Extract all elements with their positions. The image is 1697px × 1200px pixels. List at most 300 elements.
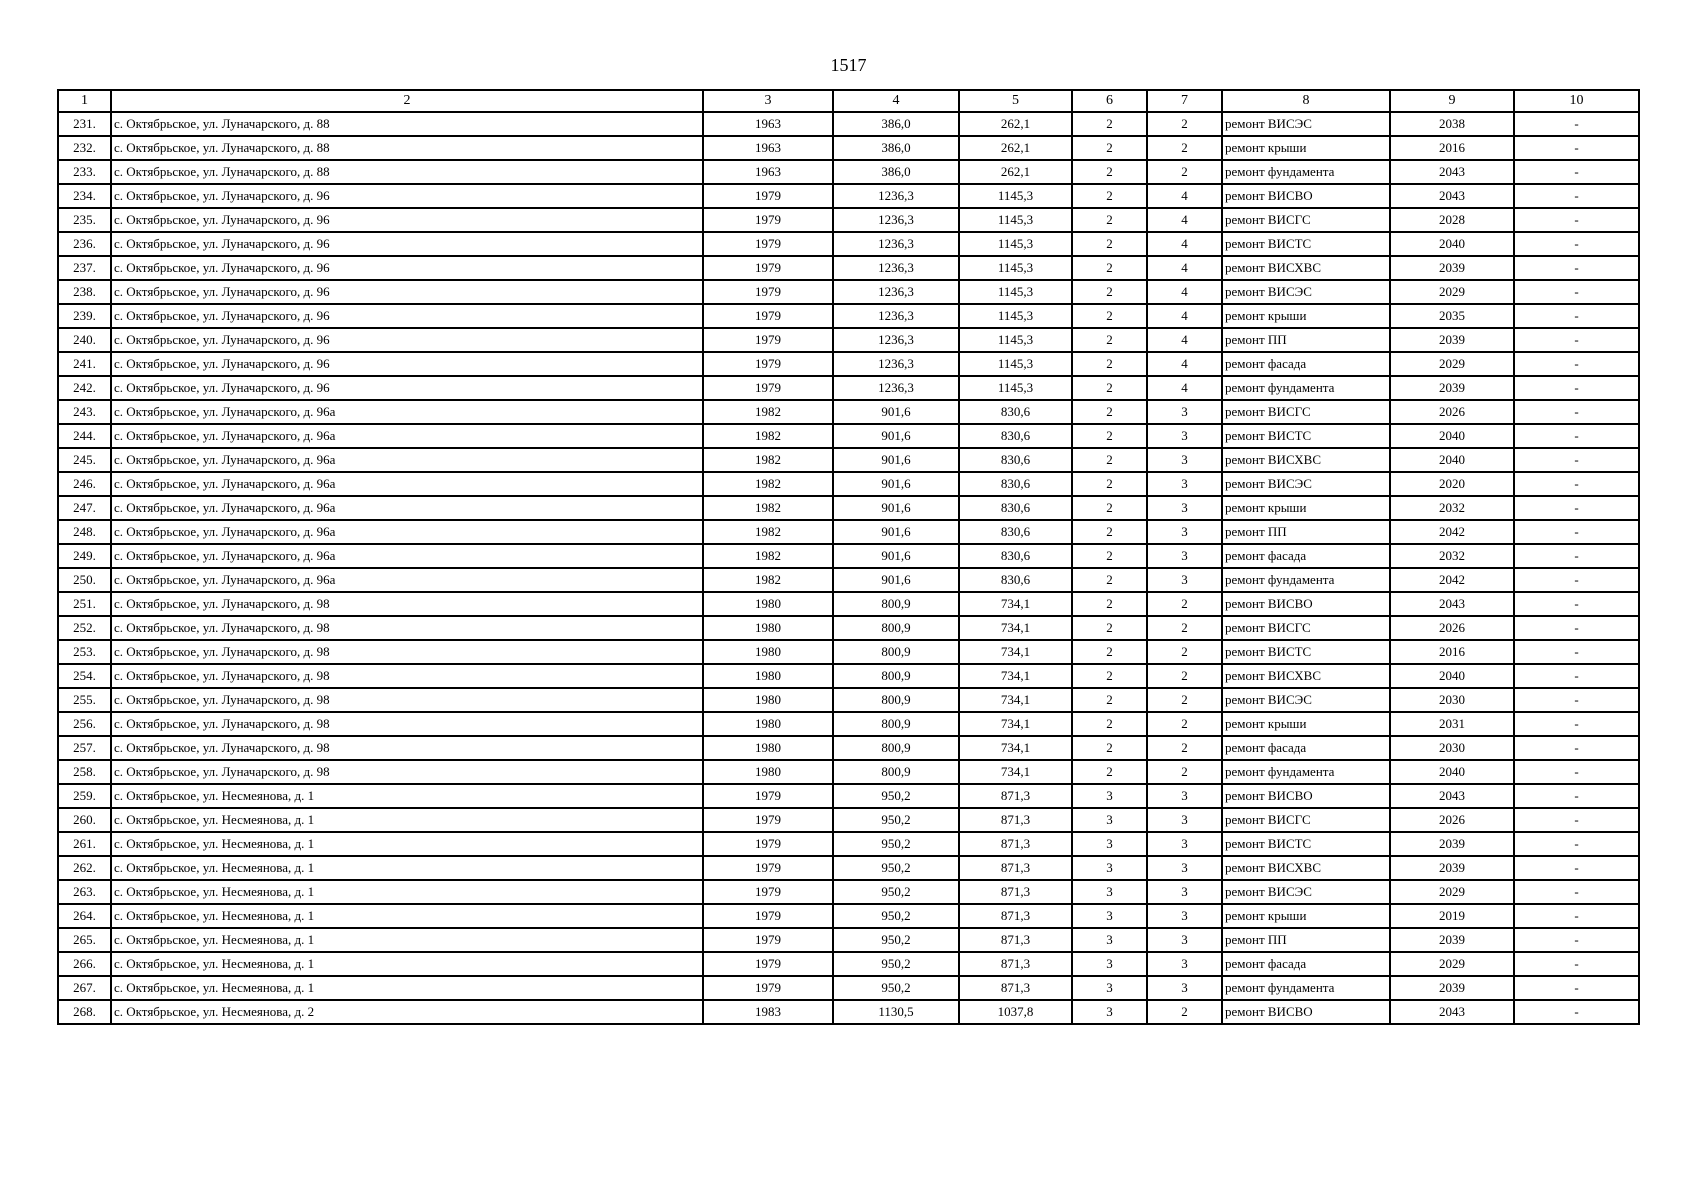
- work-type-cell: ремонт фундамента: [1222, 160, 1390, 184]
- residential-area-cell: 830,6: [959, 520, 1072, 544]
- residential-area-cell: 871,3: [959, 976, 1072, 1000]
- year-built-cell: 1979: [703, 952, 833, 976]
- entrances-cell: 3: [1147, 808, 1222, 832]
- row-number-cell: 233.: [58, 160, 111, 184]
- planned-year-cell: 2039: [1390, 856, 1514, 880]
- address-cell: с. Октябрьское, ул. Луначарского, д. 98: [111, 760, 703, 784]
- floors-cell: 2: [1072, 520, 1147, 544]
- note-cell: -: [1514, 376, 1639, 400]
- note-cell: -: [1514, 544, 1639, 568]
- table-row: [58, 568, 1639, 592]
- residential-area-cell: 830,6: [959, 544, 1072, 568]
- column-header-8: 8: [1222, 90, 1390, 112]
- residential-area-cell: 734,1: [959, 736, 1072, 760]
- year-built-cell: 1979: [703, 832, 833, 856]
- page-number: 1517: [830, 55, 867, 75]
- address-cell: с. Октябрьское, ул. Несмеянова, д. 1: [111, 856, 703, 880]
- address-cell: с. Октябрьское, ул. Луначарского, д. 98: [111, 664, 703, 688]
- floors-cell: 2: [1072, 664, 1147, 688]
- year-built-cell: 1979: [703, 880, 833, 904]
- planned-year-cell: 2032: [1390, 544, 1514, 568]
- work-type-cell: ремонт ВИСВО: [1222, 784, 1390, 808]
- note-cell: -: [1514, 280, 1639, 304]
- floors-cell: 2: [1072, 376, 1147, 400]
- note-cell: -: [1514, 760, 1639, 784]
- total-area-cell: 800,9: [833, 736, 959, 760]
- table-row: [58, 904, 1639, 928]
- floors-cell: 2: [1072, 328, 1147, 352]
- address-cell: с. Октябрьское, ул. Луначарского, д. 96а: [111, 424, 703, 448]
- row-number-cell: 234.: [58, 184, 111, 208]
- entrances-cell: 4: [1147, 280, 1222, 304]
- year-built-cell: 1980: [703, 592, 833, 616]
- work-type-cell: ремонт ВИСХВС: [1222, 856, 1390, 880]
- row-number-cell: 253.: [58, 640, 111, 664]
- entrances-cell: 2: [1147, 160, 1222, 184]
- entrances-cell: 2: [1147, 760, 1222, 784]
- residential-area-cell: 262,1: [959, 136, 1072, 160]
- row-number-cell: 261.: [58, 832, 111, 856]
- year-built-cell: 1979: [703, 352, 833, 376]
- work-type-cell: ремонт фундамента: [1222, 976, 1390, 1000]
- note-cell: -: [1514, 568, 1639, 592]
- floors-cell: 2: [1072, 424, 1147, 448]
- column-header-4: 4: [833, 90, 959, 112]
- planned-year-cell: 2043: [1390, 184, 1514, 208]
- note-cell: -: [1514, 784, 1639, 808]
- floors-cell: 2: [1072, 688, 1147, 712]
- row-number-cell: 254.: [58, 664, 111, 688]
- work-type-cell: ремонт фасада: [1222, 736, 1390, 760]
- work-type-cell: ремонт ВИСХВС: [1222, 256, 1390, 280]
- note-cell: -: [1514, 1000, 1639, 1024]
- note-cell: -: [1514, 496, 1639, 520]
- residential-area-cell: 1145,3: [959, 352, 1072, 376]
- address-cell: с. Октябрьское, ул. Луначарского, д. 98: [111, 616, 703, 640]
- work-type-cell: ремонт ВИСВО: [1222, 592, 1390, 616]
- row-number-cell: 240.: [58, 328, 111, 352]
- row-number-cell: 242.: [58, 376, 111, 400]
- planned-year-cell: 2029: [1390, 880, 1514, 904]
- work-type-cell: ремонт фасада: [1222, 352, 1390, 376]
- row-number-cell: 243.: [58, 400, 111, 424]
- residential-area-cell: 871,3: [959, 952, 1072, 976]
- note-cell: -: [1514, 136, 1639, 160]
- entrances-cell: 4: [1147, 184, 1222, 208]
- address-cell: с. Октябрьское, ул. Луначарского, д. 96а: [111, 544, 703, 568]
- year-built-cell: 1979: [703, 784, 833, 808]
- residential-area-cell: 1145,3: [959, 208, 1072, 232]
- row-number-cell: 236.: [58, 232, 111, 256]
- planned-year-cell: 2042: [1390, 568, 1514, 592]
- note-cell: -: [1514, 904, 1639, 928]
- address-cell: с. Октябрьское, ул. Несмеянова, д. 2: [111, 1000, 703, 1024]
- column-header-9: 9: [1390, 90, 1514, 112]
- note-cell: -: [1514, 976, 1639, 1000]
- address-cell: с. Октябрьское, ул. Луначарского, д. 96а: [111, 496, 703, 520]
- address-cell: с. Октябрьское, ул. Луначарского, д. 96а: [111, 520, 703, 544]
- note-cell: -: [1514, 424, 1639, 448]
- planned-year-cell: 2039: [1390, 928, 1514, 952]
- planned-year-cell: 2029: [1390, 280, 1514, 304]
- total-area-cell: 1236,3: [833, 184, 959, 208]
- floors-cell: 2: [1072, 136, 1147, 160]
- planned-year-cell: 2019: [1390, 904, 1514, 928]
- work-type-cell: ремонт ПП: [1222, 328, 1390, 352]
- residential-area-cell: 830,6: [959, 568, 1072, 592]
- entrances-cell: 3: [1147, 832, 1222, 856]
- planned-year-cell: 2043: [1390, 592, 1514, 616]
- residential-area-cell: 734,1: [959, 712, 1072, 736]
- row-number-cell: 248.: [58, 520, 111, 544]
- table-row: [58, 304, 1639, 328]
- note-cell: -: [1514, 472, 1639, 496]
- work-type-cell: ремонт ВИСГС: [1222, 400, 1390, 424]
- table-row: [58, 952, 1639, 976]
- entrances-cell: 3: [1147, 904, 1222, 928]
- address-cell: с. Октябрьское, ул. Луначарского, д. 88: [111, 136, 703, 160]
- row-number-cell: 238.: [58, 280, 111, 304]
- row-number-cell: 267.: [58, 976, 111, 1000]
- table-row: [58, 424, 1639, 448]
- floors-cell: 2: [1072, 640, 1147, 664]
- note-cell: -: [1514, 856, 1639, 880]
- work-type-cell: ремонт ВИСГС: [1222, 208, 1390, 232]
- year-built-cell: 1980: [703, 736, 833, 760]
- table-row: [58, 928, 1639, 952]
- address-cell: с. Октябрьское, ул. Луначарского, д. 96: [111, 208, 703, 232]
- row-number-cell: 232.: [58, 136, 111, 160]
- address-cell: с. Октябрьское, ул. Луначарского, д. 96а: [111, 400, 703, 424]
- residential-area-cell: 871,3: [959, 808, 1072, 832]
- work-type-cell: ремонт фундамента: [1222, 568, 1390, 592]
- row-number-cell: 259.: [58, 784, 111, 808]
- total-area-cell: 950,2: [833, 928, 959, 952]
- planned-year-cell: 2029: [1390, 352, 1514, 376]
- floors-cell: 2: [1072, 256, 1147, 280]
- table-row: [58, 208, 1639, 232]
- row-number-cell: 241.: [58, 352, 111, 376]
- row-number-cell: 260.: [58, 808, 111, 832]
- planned-year-cell: 2039: [1390, 832, 1514, 856]
- address-cell: с. Октябрьское, ул. Луначарского, д. 96: [111, 352, 703, 376]
- year-built-cell: 1979: [703, 208, 833, 232]
- row-number-cell: 264.: [58, 904, 111, 928]
- table-row: [58, 832, 1639, 856]
- entrances-cell: 3: [1147, 784, 1222, 808]
- note-cell: -: [1514, 736, 1639, 760]
- note-cell: -: [1514, 688, 1639, 712]
- residential-area-cell: 830,6: [959, 448, 1072, 472]
- residential-area-cell: 830,6: [959, 400, 1072, 424]
- address-cell: с. Октябрьское, ул. Несмеянова, д. 1: [111, 784, 703, 808]
- total-area-cell: 800,9: [833, 760, 959, 784]
- total-area-cell: 800,9: [833, 616, 959, 640]
- residential-area-cell: 871,3: [959, 856, 1072, 880]
- year-built-cell: 1983: [703, 1000, 833, 1024]
- residential-area-cell: 1145,3: [959, 280, 1072, 304]
- table-row: [58, 112, 1639, 136]
- year-built-cell: 1982: [703, 496, 833, 520]
- total-area-cell: 950,2: [833, 832, 959, 856]
- address-cell: с. Октябрьское, ул. Несмеянова, д. 1: [111, 904, 703, 928]
- note-cell: -: [1514, 328, 1639, 352]
- floors-cell: 3: [1072, 904, 1147, 928]
- table-row: [58, 352, 1639, 376]
- entrances-cell: 2: [1147, 688, 1222, 712]
- entrances-cell: 3: [1147, 928, 1222, 952]
- year-built-cell: 1980: [703, 616, 833, 640]
- year-built-cell: 1980: [703, 760, 833, 784]
- total-area-cell: 950,2: [833, 880, 959, 904]
- total-area-cell: 950,2: [833, 808, 959, 832]
- address-cell: с. Октябрьское, ул. Луначарского, д. 96: [111, 232, 703, 256]
- total-area-cell: 1236,3: [833, 352, 959, 376]
- planned-year-cell: 2039: [1390, 976, 1514, 1000]
- row-number-cell: 250.: [58, 568, 111, 592]
- row-number-cell: 251.: [58, 592, 111, 616]
- entrances-cell: 2: [1147, 640, 1222, 664]
- entrances-cell: 2: [1147, 592, 1222, 616]
- table-row: [58, 640, 1639, 664]
- planned-year-cell: 2040: [1390, 664, 1514, 688]
- row-number-cell: 239.: [58, 304, 111, 328]
- year-built-cell: 1982: [703, 400, 833, 424]
- work-type-cell: ремонт ВИСТС: [1222, 640, 1390, 664]
- note-cell: -: [1514, 184, 1639, 208]
- entrances-cell: 2: [1147, 112, 1222, 136]
- residential-area-cell: 871,3: [959, 784, 1072, 808]
- planned-year-cell: 2032: [1390, 496, 1514, 520]
- address-cell: с. Октябрьское, ул. Луначарского, д. 88: [111, 112, 703, 136]
- total-area-cell: 800,9: [833, 712, 959, 736]
- row-number-cell: 245.: [58, 448, 111, 472]
- residential-area-cell: 734,1: [959, 616, 1072, 640]
- year-built-cell: 1982: [703, 568, 833, 592]
- planned-year-cell: 2040: [1390, 232, 1514, 256]
- entrances-cell: 3: [1147, 424, 1222, 448]
- row-number-cell: 249.: [58, 544, 111, 568]
- planned-year-cell: 2031: [1390, 712, 1514, 736]
- entrances-cell: 4: [1147, 256, 1222, 280]
- entrances-cell: 4: [1147, 232, 1222, 256]
- row-number-cell: 235.: [58, 208, 111, 232]
- residential-area-cell: 734,1: [959, 688, 1072, 712]
- note-cell: -: [1514, 832, 1639, 856]
- entrances-cell: 2: [1147, 664, 1222, 688]
- planned-year-cell: 2043: [1390, 160, 1514, 184]
- work-type-cell: ремонт ВИСЭС: [1222, 880, 1390, 904]
- floors-cell: 2: [1072, 568, 1147, 592]
- residential-area-cell: 734,1: [959, 664, 1072, 688]
- table-row: [58, 880, 1639, 904]
- year-built-cell: 1979: [703, 184, 833, 208]
- year-built-cell: 1963: [703, 160, 833, 184]
- column-header-5: 5: [959, 90, 1072, 112]
- work-type-cell: ремонт ВИСВО: [1222, 184, 1390, 208]
- entrances-cell: 2: [1147, 712, 1222, 736]
- residential-area-cell: 1145,3: [959, 304, 1072, 328]
- row-number-cell: 247.: [58, 496, 111, 520]
- address-cell: с. Октябрьское, ул. Несмеянова, д. 1: [111, 952, 703, 976]
- work-type-cell: ремонт крыши: [1222, 304, 1390, 328]
- work-type-cell: ремонт ВИСВО: [1222, 1000, 1390, 1024]
- floors-cell: 3: [1072, 976, 1147, 1000]
- address-cell: с. Октябрьское, ул. Луначарского, д. 96: [111, 376, 703, 400]
- year-built-cell: 1982: [703, 424, 833, 448]
- year-built-cell: 1980: [703, 640, 833, 664]
- table-row: [58, 712, 1639, 736]
- work-type-cell: ремонт ПП: [1222, 928, 1390, 952]
- address-cell: с. Октябрьское, ул. Несмеянова, д. 1: [111, 880, 703, 904]
- work-type-cell: ремонт фасада: [1222, 952, 1390, 976]
- floors-cell: 2: [1072, 736, 1147, 760]
- total-area-cell: 1236,3: [833, 328, 959, 352]
- address-cell: с. Октябрьское, ул. Несмеянова, д. 1: [111, 976, 703, 1000]
- year-built-cell: 1963: [703, 136, 833, 160]
- residential-area-cell: 734,1: [959, 760, 1072, 784]
- residential-area-cell: 1145,3: [959, 184, 1072, 208]
- total-area-cell: 800,9: [833, 592, 959, 616]
- entrances-cell: 3: [1147, 856, 1222, 880]
- total-area-cell: 1236,3: [833, 256, 959, 280]
- address-cell: с. Октябрьское, ул. Луначарского, д. 96а: [111, 472, 703, 496]
- floors-cell: 2: [1072, 400, 1147, 424]
- floors-cell: 2: [1072, 160, 1147, 184]
- residential-area-cell: 871,3: [959, 928, 1072, 952]
- year-built-cell: 1979: [703, 328, 833, 352]
- planned-year-cell: 2040: [1390, 448, 1514, 472]
- note-cell: -: [1514, 928, 1639, 952]
- floors-cell: 3: [1072, 952, 1147, 976]
- column-header-3: 3: [703, 90, 833, 112]
- total-area-cell: 386,0: [833, 112, 959, 136]
- entrances-cell: 3: [1147, 448, 1222, 472]
- planned-year-cell: 2016: [1390, 136, 1514, 160]
- planned-year-cell: 2026: [1390, 400, 1514, 424]
- floors-cell: 2: [1072, 304, 1147, 328]
- table-body: [58, 112, 1639, 1024]
- year-built-cell: 1979: [703, 376, 833, 400]
- entrances-cell: 3: [1147, 400, 1222, 424]
- entrances-cell: 4: [1147, 208, 1222, 232]
- table-row: [58, 688, 1639, 712]
- residential-area-cell: 1145,3: [959, 376, 1072, 400]
- work-type-cell: ремонт ВИСЭС: [1222, 280, 1390, 304]
- note-cell: -: [1514, 664, 1639, 688]
- total-area-cell: 1236,3: [833, 280, 959, 304]
- residential-area-cell: 871,3: [959, 880, 1072, 904]
- work-type-cell: ремонт крыши: [1222, 712, 1390, 736]
- residential-area-cell: 1037,8: [959, 1000, 1072, 1024]
- total-area-cell: 901,6: [833, 496, 959, 520]
- table-row: [58, 184, 1639, 208]
- planned-year-cell: 2042: [1390, 520, 1514, 544]
- row-number-cell: 237.: [58, 256, 111, 280]
- work-type-cell: ремонт ВИСЭС: [1222, 112, 1390, 136]
- note-cell: -: [1514, 880, 1639, 904]
- planned-year-cell: 2030: [1390, 736, 1514, 760]
- total-area-cell: 950,2: [833, 952, 959, 976]
- floors-cell: 2: [1072, 448, 1147, 472]
- row-number-cell: 263.: [58, 880, 111, 904]
- note-cell: -: [1514, 112, 1639, 136]
- entrances-cell: 3: [1147, 520, 1222, 544]
- residential-area-cell: 262,1: [959, 160, 1072, 184]
- note-cell: -: [1514, 808, 1639, 832]
- floors-cell: 2: [1072, 472, 1147, 496]
- table-row: [58, 400, 1639, 424]
- address-cell: с. Октябрьское, ул. Луначарского, д. 98: [111, 592, 703, 616]
- total-area-cell: 1236,3: [833, 232, 959, 256]
- total-area-cell: 950,2: [833, 904, 959, 928]
- floors-cell: 2: [1072, 592, 1147, 616]
- entrances-cell: 4: [1147, 328, 1222, 352]
- entrances-cell: 4: [1147, 304, 1222, 328]
- row-number-cell: 244.: [58, 424, 111, 448]
- table-row: [58, 760, 1639, 784]
- total-area-cell: 1236,3: [833, 208, 959, 232]
- note-cell: -: [1514, 616, 1639, 640]
- note-cell: -: [1514, 400, 1639, 424]
- total-area-cell: 901,6: [833, 472, 959, 496]
- row-number-cell: 246.: [58, 472, 111, 496]
- planned-year-cell: 2039: [1390, 328, 1514, 352]
- floors-cell: 2: [1072, 112, 1147, 136]
- address-cell: с. Октябрьское, ул. Луначарского, д. 96: [111, 280, 703, 304]
- note-cell: -: [1514, 232, 1639, 256]
- floors-cell: 2: [1072, 496, 1147, 520]
- address-cell: с. Октябрьское, ул. Луначарского, д. 96а: [111, 568, 703, 592]
- column-header-6: 6: [1072, 90, 1147, 112]
- note-cell: -: [1514, 952, 1639, 976]
- work-type-cell: ремонт фасада: [1222, 544, 1390, 568]
- row-number-cell: 255.: [58, 688, 111, 712]
- residential-area-cell: 1145,3: [959, 256, 1072, 280]
- floors-cell: 2: [1072, 232, 1147, 256]
- planned-year-cell: 2040: [1390, 424, 1514, 448]
- year-built-cell: 1980: [703, 664, 833, 688]
- work-type-cell: ремонт ПП: [1222, 520, 1390, 544]
- table-row: [58, 136, 1639, 160]
- row-number-cell: 252.: [58, 616, 111, 640]
- planned-year-cell: 2026: [1390, 616, 1514, 640]
- table-row: [58, 736, 1639, 760]
- address-cell: с. Октябрьское, ул. Луначарского, д. 96: [111, 184, 703, 208]
- residential-area-cell: 830,6: [959, 424, 1072, 448]
- total-area-cell: 901,6: [833, 568, 959, 592]
- address-cell: с. Октябрьское, ул. Луначарского, д. 96: [111, 256, 703, 280]
- planned-year-cell: 2029: [1390, 952, 1514, 976]
- total-area-cell: 950,2: [833, 784, 959, 808]
- year-built-cell: 1979: [703, 976, 833, 1000]
- planned-year-cell: 2030: [1390, 688, 1514, 712]
- entrances-cell: 2: [1147, 136, 1222, 160]
- row-number-cell: 266.: [58, 952, 111, 976]
- total-area-cell: 901,6: [833, 424, 959, 448]
- table-row: [58, 808, 1639, 832]
- floors-cell: 2: [1072, 616, 1147, 640]
- year-built-cell: 1979: [703, 856, 833, 880]
- row-number-cell: 268.: [58, 1000, 111, 1024]
- column-header-10: 10: [1514, 90, 1639, 112]
- work-type-cell: ремонт ВИСГС: [1222, 808, 1390, 832]
- table-row: [58, 784, 1639, 808]
- note-cell: -: [1514, 712, 1639, 736]
- year-built-cell: 1979: [703, 928, 833, 952]
- floors-cell: 3: [1072, 880, 1147, 904]
- note-cell: -: [1514, 448, 1639, 472]
